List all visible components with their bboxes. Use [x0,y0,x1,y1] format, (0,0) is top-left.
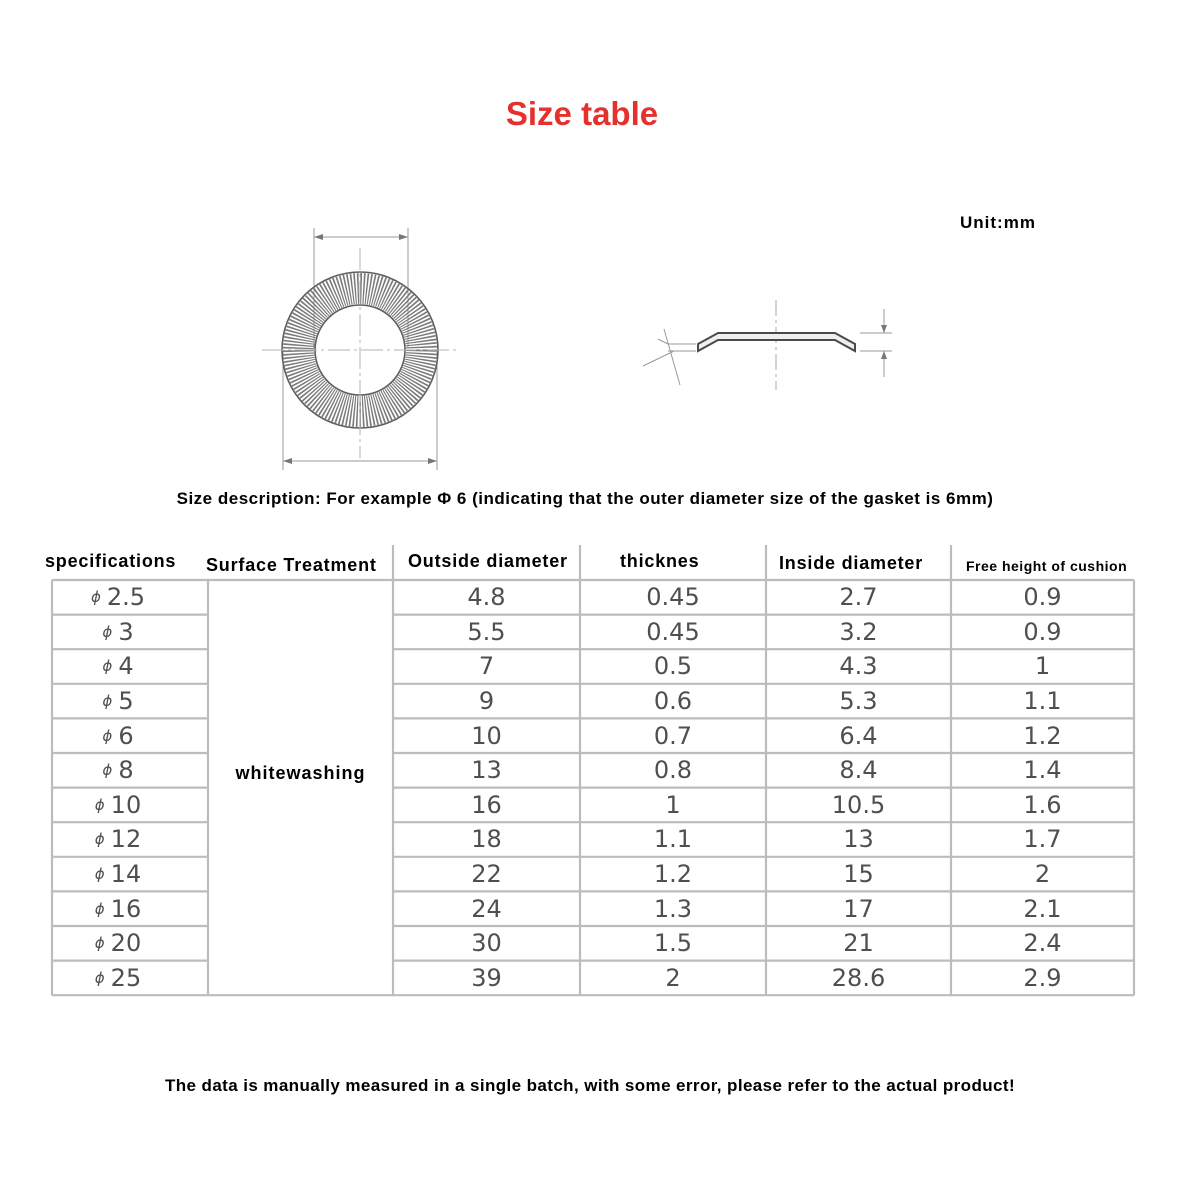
specification-value: 5 [118,687,134,716]
table-row [52,857,1134,892]
table-row [52,580,1134,615]
page-title: Size table [505,95,659,132]
phi-symbol: ϕ [94,968,105,987]
cell-free-height: 2 [1034,860,1051,889]
cell-free-height: 1.4 [1023,756,1062,785]
cell-thickness: 0.7 [653,721,693,750]
cell-outside-diameter: 16 [471,790,502,819]
cell-inside-diameter: 5.3 [839,687,878,716]
specification-value: 2.5 [106,583,146,612]
cell-free-height: 2.1 [1023,894,1062,923]
header-outside-diameter: Outside diameter [408,551,568,571]
phi-symbol: ϕ [94,899,105,918]
cell-inside-diameter: 10.5 [831,790,886,819]
cell-inside-diameter: 15 [843,860,874,889]
cell-free-height: 1.7 [1023,825,1062,854]
cell-specification [52,615,184,650]
phi-symbol: ϕ [94,795,105,814]
cell-inside-diameter: 8.4 [839,756,878,785]
cell-outside-diameter: 4.8 [467,583,506,612]
cell-inside-diameter: 3.2 [839,617,878,646]
phi-symbol: ϕ [90,588,101,607]
table-row [52,822,1134,857]
phi-symbol: ϕ [94,830,105,849]
cell-inside-diameter: 21 [843,929,874,958]
cell-outside-diameter: 9 [478,687,495,716]
phi-symbol: ϕ [102,657,113,676]
cell-thickness: 1.3 [653,894,693,923]
cell-specification [52,822,184,857]
cell-free-height: 0.9 [1023,617,1062,646]
cell-outside-diameter: 24 [471,894,502,923]
table-row [52,615,1134,650]
cell-thickness: 1 [665,790,681,819]
specification-value: 8 [118,756,134,785]
cell-outside-diameter: 13 [471,756,502,785]
specification-value: 10 [110,790,142,819]
cell-thickness: 0.8 [653,756,693,785]
cell-specification [52,580,184,615]
phi-symbol: ϕ [94,934,105,953]
cell-thickness: 0.45 [646,583,700,612]
cell-thickness: 0.45 [646,617,700,646]
cell-outside-diameter: 18 [471,825,502,854]
cell-free-height: 1.6 [1023,790,1062,819]
cell-free-height: 1.1 [1023,687,1062,716]
cell-specification [52,718,184,753]
phi-symbol: ϕ [102,726,113,745]
specification-value: 12 [110,825,142,854]
header-free-height: Free height of cushion [966,558,1128,574]
cell-specification [52,684,184,719]
cell-inside-diameter: 28.6 [831,963,886,992]
cell-inside-diameter: 4.3 [839,652,878,681]
cell-specification [52,926,184,961]
table-row [52,788,1134,823]
specification-value: 6 [118,721,134,750]
phi-symbol: ϕ [94,865,105,884]
cell-thickness: 1.1 [653,825,693,854]
cell-thickness: 0.6 [653,687,693,716]
phi-symbol: ϕ [102,692,113,711]
cell-outside-diameter: 10 [471,721,502,750]
table-row [52,718,1134,753]
unit-label: Unit:mm [960,213,1036,232]
cell-free-height: 1.2 [1023,721,1062,750]
header-surface-treatment: Surface Treatment [206,555,377,575]
table-row [52,926,1134,961]
cell-free-height: 0.9 [1023,583,1062,612]
cell-outside-diameter: 5.5 [467,617,506,646]
header-specifications: specifications [45,551,177,571]
surface-treatment-cell: whitewashing [235,763,366,783]
cell-inside-diameter: 13 [843,825,874,854]
table-row [52,961,1134,996]
header-thickness: thicknes [620,551,700,571]
cell-outside-diameter: 39 [471,963,502,992]
cell-inside-diameter: 6.4 [839,721,878,750]
cell-inside-diameter: 17 [843,894,874,923]
phi-symbol: ϕ [102,761,113,780]
cell-thickness: 1.5 [653,929,693,958]
cell-outside-diameter: 22 [471,860,502,889]
phi-symbol: ϕ [102,622,113,641]
cell-specification [52,753,184,788]
cell-free-height: 1 [1034,652,1051,681]
table-row [52,891,1134,926]
cell-thickness: 2 [665,963,681,992]
cell-thickness: 0.5 [653,652,693,681]
specification-value: 25 [110,963,142,992]
specification-value: 14 [110,860,142,889]
specification-value: 3 [118,617,134,646]
specification-value: 16 [110,894,142,923]
table-row [52,684,1134,719]
cell-specification [52,961,184,996]
table-row [52,649,1134,684]
cell-specification [52,857,184,892]
cell-free-height: 2.4 [1023,929,1062,958]
cell-thickness: 1.2 [653,860,693,889]
specification-value: 4 [118,652,134,681]
cell-specification [52,788,184,823]
cell-outside-diameter: 7 [478,652,495,681]
cell-inside-diameter: 2.7 [839,583,878,612]
disclaimer-note: The data is manually measured in a single batch, with some error, please refer to the actual product! [164,1076,1016,1095]
cell-specification [52,891,184,926]
specification-value: 20 [110,929,142,958]
size-description: Size description: For example Φ 6 (indicating that the outer diameter size of the gasket is 6mm) [176,489,994,508]
cell-outside-diameter: 30 [471,929,502,958]
table-row [52,753,1134,788]
header-inside-diameter: Inside diameter [779,553,924,573]
cell-specification [52,649,184,684]
cell-free-height: 2.9 [1023,963,1062,992]
